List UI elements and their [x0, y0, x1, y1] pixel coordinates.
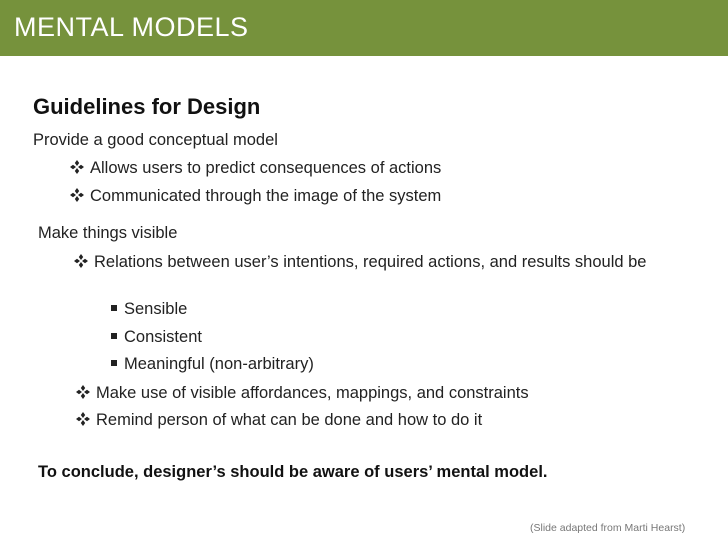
list-item	[70, 187, 441, 206]
slide-title: MENTAL MODELS	[14, 12, 249, 42]
sub-list-item-text: Consistent	[124, 328, 202, 346]
square-bullet-icon	[111, 305, 117, 311]
four-diamond-bullet-icon	[74, 254, 90, 268]
sub-list-item-text: Meaningful (non-arbitrary)	[124, 355, 314, 373]
four-diamond-bullet-icon	[76, 385, 92, 399]
sub-list-item	[111, 355, 314, 374]
sub-list-item	[111, 328, 202, 347]
list-item-text: Remind person of what can be done and how to do it	[96, 411, 483, 429]
sub-list-item	[111, 300, 187, 319]
slide-credit: (Slide adapted from Marti Hearst)	[530, 522, 686, 534]
sub-list-item-text: Sensible	[124, 300, 188, 318]
list-item-text: Communicated through the image of the system	[90, 187, 442, 205]
four-diamond-bullet-icon	[70, 188, 86, 202]
list-item	[76, 411, 482, 430]
square-bullet-icon	[111, 333, 117, 339]
four-diamond-bullet-icon	[70, 160, 86, 174]
list-item-text: Allows users to predict consequences of actions	[90, 159, 442, 177]
square-bullet-icon	[111, 360, 117, 366]
list-item-text: Relations between user’s intentions, required actions, and results should be	[94, 253, 647, 271]
section1-label: Provide a good conceptual model	[33, 131, 278, 149]
conclusion-text: To conclude, designer’s should be aware of users’ mental model.	[38, 463, 548, 481]
list-item-text: Make use of visible affordances, mappings, and constraints	[96, 384, 529, 402]
slide-heading: Guidelines for Design	[33, 94, 261, 119]
list-item	[76, 384, 529, 403]
list-item	[70, 159, 441, 178]
section2-label: Make things visible	[38, 224, 178, 242]
four-diamond-bullet-icon	[76, 412, 92, 426]
title-bar	[0, 0, 728, 56]
list-item	[74, 252, 654, 272]
